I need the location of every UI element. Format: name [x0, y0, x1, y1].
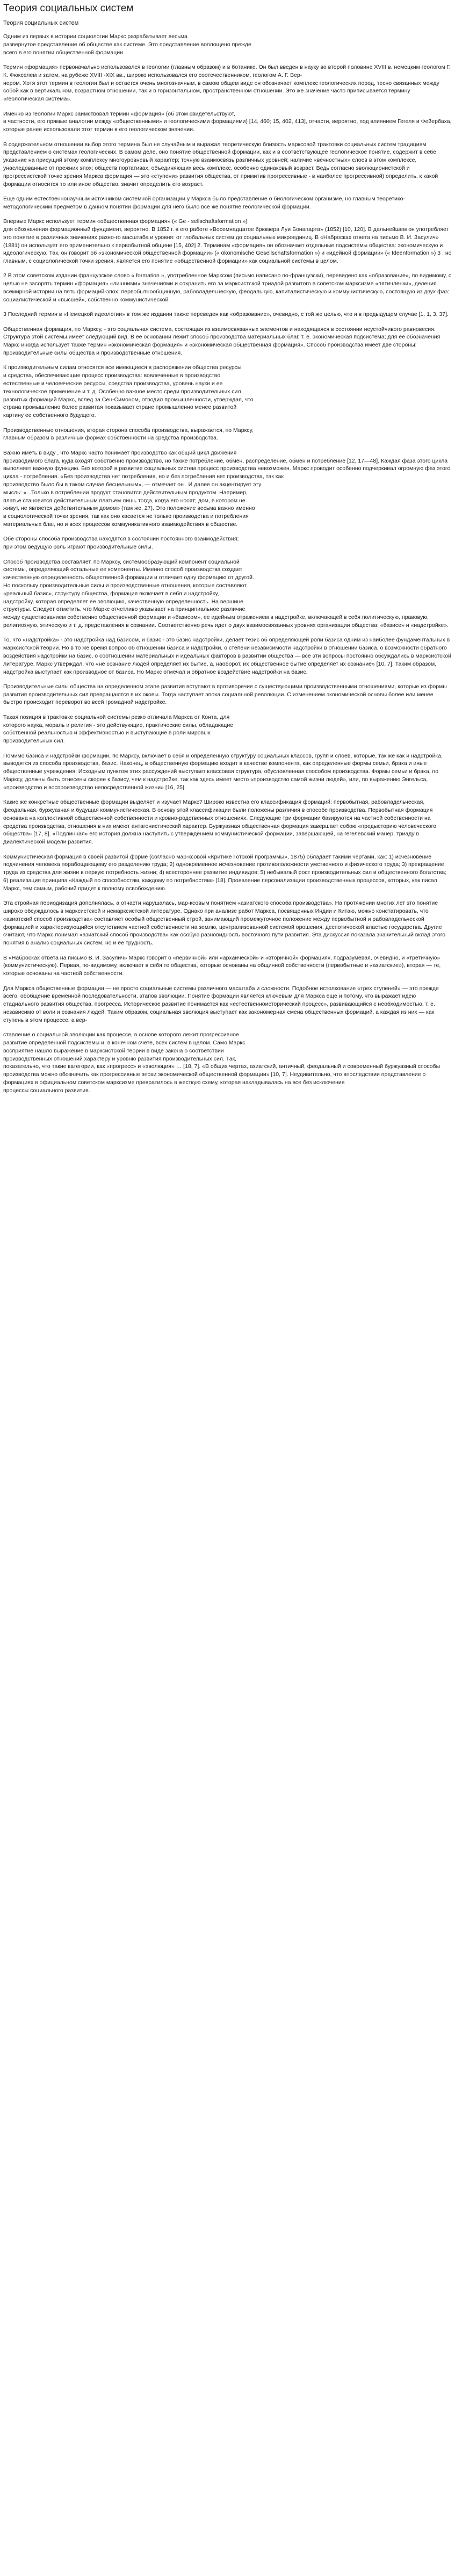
paragraph: Производительные силы общества на определенном этапе развития вступают в противоречие с существующими производственными отношениями, которые из формы развития производительных сил превращаются в их оковы. Тогда наступает эпоха социальной революции. С изменением экономической основы более или менее быстро происходит переворот во всей громадной надстройке. — [3, 683, 447, 706]
paragraph: Обе стороны способа производства находятся в состоянии постоянного взаимодействия; при этом ведущую роль играют производительные силы. — [3, 536, 239, 551]
paragraph: Коммунистическая формация в своей развитой форме (согласно мар-ксовой «Критике Готской программы», 1875) обладает такими чертами, как: 1) исчезновение подчинения человека порабощающему его разделению труда; 2) одновременное исчезновение противоположности умственного и физического труда; 3) превращение труда из средства для жизни в первую потребность жизни; 4) всестороннее развитие индивидов; 5) небывалый рост производительных сил и общественного богатства; 6) реализация принципа «Каждый по способностям, каждому по потребностям» [18]. Проявление персонализации производственных процессов, которых, как писал Маркс, тем самым, рабочий придет к полному освобождению. — [3, 853, 447, 892]
paragraph: Общественная формация, по Марксу, - это социальная система, состоящая из взаимосвязанных элементов и находящаяся в состоянии неустойчивого равновесия. Структура этой системы имеет следующий вид. В ее основании лежит способ производства материальных благ, т. е. экономическая подсистема; для ее обозначения Маркс иногда использует также термин «экономическая формация» и «экономическая общественная формация». Способ производства имеет две стороны: производительные силы общества и производственные отношения. — [3, 326, 440, 357]
article-body — [3, 33, 452, 1095]
paragraph: Эта стройная периодизация дополнялась, а отчасти нарушалась, мар-ксовым понятием «азиатского способа производства». На протяжении многих лет это понятие широко обсуждалось в марксистской и немарксистской литературе. Однако при анализе работ Маркса, посвященных Индии и Китаю, можно констатировать, что «азиатский способ производства» составляет особый общественный строй, занимающий промежуточное положение между первобытной и рабовладельческой формацией и характеризующийся отсутствием частной собственности на землю, централизованной системой орошения, деспотической властью государства. Другие считают, что Маркс понимал «азиатский способ производства» как особую разновидность восточного пути развития. Эта дискуссия показала значительный вклад этого понятия в анализ социальных систем, но и ее трудность. — [3, 900, 446, 947]
footnote: 3 Последний термин в «Немецкой идеологии» в том же издании также переведен как «образование», очевидно, с той же целью, что и в предыдущем случае [1, 1, 3, 37]. — [3, 311, 449, 318]
paragraph: Для Маркса общественные формации — не просто социальные системы различного масштаба и сложности. Подобное истолкование «трех ступеней» — это прежде всего, обобщение временной последовательности, этапов эволюции. Понятие формации является ключевым для Маркса еще и потому, что выражает идею стадиального развития общества, прогресса. Историческое развитие понимается как «естественноисторический процесс», развивающийся с необходимостью, т. е. независимо от воли и сознания людей. Таким образом, социальная эволюция выступает как закономерная смена общественных формаций, а каждая из них — как ступень в этом процессе, а вер- — [3, 985, 439, 1023]
paragraph: В «Набросках ответа на письмо В. И. Засулич» Маркс говорит о «первичной» или «архаической» и «вторичной» формациях, подразумевая, очевидно, и «третичную» (коммунистическую). Первая, по-видимому, включает в себя те общества, которые основаны на общинной собственности (первобытные и «азиатские»), вторая — те, которые основаны на частной собственности. — [3, 954, 441, 977]
footnote: 2 В этом советском издании французское слово « formation », употребленное Марксом (письмо написано по-французски), переведено как «образование», по видимому, с целью не засорять термин «формация» «лишними» значениями и сохранить его за марксистской триадой развитого в советском марксизме «пятичленки», деления всемирной истории на пять формаций-эпох: первобытнообщинную, рабовладельческую, феодальную, капиталистическую и коммунистическую, состоящую из двух фаз: социалистической и «высшей», собственно коммунистической. — [3, 272, 452, 303]
paragraph: Производственные отношения, вторая сторона способа производства, выражается, по Марксу, главным образом в различных формах собственности на средства производства. — [3, 427, 254, 442]
paragraph: Впервые Маркс использует термин «общественная формация» (« Ge - sellschaftsformation ») для обозначения формационный фундамент, вероятно. В 1852 г. в его работе «Восемнадцатое брюмера Луи Бонапарта» (1852) [10, 120]. В дальнейшем он употребляет это понятие в различных значениях разно-го масштаба и уровня: от глобальных систем до социальных микроединиц. В «Набросках ответа на письмо В. И. Засулич» (1881) он использует его применительно к первобытной общине [15, 402] 2. Терминам «формация» он обозначает отдельные подсистемы общества: экономическую и идеологическую. Так, он говорит об «экономической общественной формации» (« ökonomische Gesellschaftsformation ») и «идейной формации» (« Ideenformation ») 3 , но главным, с социологической точки зрения, является его понятие «общественной формации» как социальной системы в целом. — [3, 218, 452, 265]
paragraph: К производительным силам относятся все имеющиеся в распоряжении общества ресурсы и средства, обеспечивающие процесс производства: вовлеченные в производство естественные и человеческие ресурсы, средства производства, уровень науки и ее технологическое применение и т. д. Особенно важное место среди производительных сил развитых формаций Маркс, вслед за Сен-Симоном, отводил промышленности, утверждая, что страна промышленно более развитая показывает стране промышленно менее развитой картину ее собственного будущего. — [3, 364, 254, 419]
paragraph: В содержательном отношении выбор этого термина был не случайным и выражал теоретическую близость марксовой трактовки социальных систем традициям представлением о системах геологических. В самом деле, оно понятие общественной формации, как и в соответствующее геологическое понятие, содержит в себе указание на присущий этому комплексу многоуровневый характер; точную взаимосвязь различных уровней; наличие «вечностных» слоев в этом комплексе, унаследованные от прежних эпох; обществ портативах, объединяющих весь комплекс, особенно одинаковый возраст. Ведь согласно эволюционистской и прогрессистской точке зрения Маркса формация — это «ступени» развития общества, от примитив прогрессивные - в наиболее прогрессивной) определить, к какой формации относится то или иное общество, значит определить его возраст. — [3, 141, 438, 187]
page-title: Теория социальных систем — [3, 3, 134, 14]
paragraph: Именно из геологии Маркс заимствовал термин «формация» (об этом свидетельствуют, в частности, его прямые аналогии между «общественными» и геологическими формациями) [14, 460; 15, 402, 413], отчасти, вероятно, под влиянием Гегеля и Фейербаха, которые ранее использовали этот термин в его геологическом значении. — [3, 110, 452, 133]
paragraph: Такая позиция в трактовке социальной системы резко отличала Маркса от Конта, для которого наука, мораль и религия - это действующие, практические силы, обладающие собственной реальностью и эффективностью и выступающие в роли мировых производительных сил. — [3, 713, 234, 745]
breadcrumb-title: Теория социальных систем — [3, 20, 79, 26]
paragraph: Еще одним естественнонаучным источником системной организации у Маркса было представление о биологическом организме, но главным теоретико-методологическим предметом в данном понятии формации для него было все же понятие геологической формации. — [3, 195, 405, 210]
paragraph: Способ производства составляет, по Марксу, системообразующий компонент социальной системы, определяющий остальные ее компоненты. Именно способ производства создает качественную определенность общественной формации и отличает одну формацию от другой. Но поскольку производительные силы и производственные отношения, которые составляют «реальный базис», структуру общества, формация включает в себя и надстройку, надстройку, которая определяет ее эволюцию, качественную определенность. На вершине структуры. Следует отметить, что Маркс отчетливо указывает на принципиальное различие между существованием собственно общественной формации и «базисом», ее идейным отражением в надстройке, включающей в себя политическую, правовую, религиозную, этическую и т. д. представления в сознании. Соответственно речь идет о двух взаимосвязанных уровнях организации общества: «базисе» и «надстройке». — [3, 558, 449, 629]
paragraph: Важно иметь в виду , что Маркс часто понимает производство как общий цикл движения производимого блага, куда входят собственно производство, но также потребление, обмен, распределение, обмен и потребление [12, 17—48]. Каждая фаза этого цикла выполняет важную функцию. Без которой в развитие социальных систем процесс производства невозможен. Маркс проводит особенно подчеркивал огромную фаз этого цикла - потребления. «Без производства нет потребления, но и без потребления нет производства, так как производство было бы в таком случае бесцельным», — отмечает он . И далее он акцентирует эту мысль: «...Только в потреблении продукт становится действительным продуктом. Например, платье становится действительным платьем лишь тогда, когда его носят; дом, в котором не живут, не является действительным домом» (там же, 27). Это положение весьма важно именно в социологической точки зрения, так как оно касается не только производства и потребления материальных благ, но и всех процессов коммуникативного взаимодействия в обществе. — [3, 449, 451, 528]
paragraph: Одним из первых в истории социологии Маркс разрабатывает весьма развернутое представление об обществе как системе. Это представление воплощено прежде всего в его понятии общественной формации. — [3, 33, 251, 56]
paragraph: Какие же конкретные общественные формации выделяет и изучает Маркс? Широко известна его классификация формаций: первобытная, рабовладельческая, феодальная, буржуазная и будущая коммунистическая. В основу этой классификации были положены различия в способе производства. Первобытная формация основана на коллективной общественной собственности и кровно-родственных отношениях. Следующие три формации базируются на частной собственности на средства производства, отношения в них имеют антагонистический характер. Буржуазная общественная формация завершает собою «предысторию человеческого общества» [17, 8]. «Подлинная» его история должна наступить с утверждением коммунистической формации, завершающей, на гегелевский манер, триаду в диалектической модели развития. — [3, 799, 437, 846]
paragraph: Термин «формация» первоначально использовался в геологии (главным образом) и в ботанике. Он был введен в науку во второй половине XVIII в. немецким геологом Г. К. Фюкселем и затем, на рубеже XVIII -XIX вв., широко использовался его соотечественником, геологом А. Г. Вер- нером. Хотя этот термин в геологии был и остается очень многозначным, в самом общем виде он обозначает комплекс геологических пород, тесно связанных между собой как в вертикальном, возрастном отношении, так и в горизонтальном, пространственном отношении. Это же значение часто приписывается термину «геологическая система». — [3, 63, 451, 103]
paragraph: То, что «надстройка» - это надстройка над базисом, и базис - это базис надстройки, делает тезис об определяющей роли базиса одним из наиболее фундаментальных в марксистской теории. Но в то же время вопрос об отношении базиса и надстройки, о степени независимости надстройки в отношении базиса, о возможности обратного воздействия надстройки на базис, о соотношении материальных и идеальных факторов в развитии общества — все эти вопросы постоянно обсуждались в марксистской литературе. Маркс утверждал, что «не сознание людей определяет их бытие, а, наоборот, их общественное бытие определяет их сознание» [10, 7]. Таким образом, надстройка выступает как производное от базиса. Но Маркс отмечал и обратное воздействие надстройки на базис. — [3, 637, 451, 675]
paragraph: Помимо базиса и надстройки формации, по Марксу, включает в себя и определенную структуру социальных классов, групп и слоев, которые, так же как и надстройка, выводятся из способа производства, базис. Наконец, в общественную формацию входит в качестве компонента, как определенные формы семьи, брака и иные общественные учреждения. Исходным пунктом этих рассуждений выступает классовая структура, обусловленная способом производства. Формы семьи и брака, по Марксу, должны быть отнесены скорее к базису, чем к надстройке, так как здесь имеет место «производство самой жизни людей», или, по выражению Энгельса, «производство и воспроизводство непосредственной жизни» [16, 25]. — [3, 752, 443, 791]
paragraph: ставление о социальной эволюции как процессе, в основе которого лежит прогрессивное развитие определенной подсистемы и, в конечном счете, всех систем в целом. Само Маркс восприятие нашло выражение в марксистской теории в виде закона о соответствии производственных отношений характеру и уровню развития производительных сил. Так, показательно, что такие категории, как «прогресс» и «эволюция» … [18, 7]. «В общих чертах, азиатский, античный, феодальный и современный буржуазный способы производства можно обозначить как прогрессивные эпохи экономической общественной формации» [10, 7]. Неудивительно, что впоследствии представление о формациях в официальном советском марксизме превратилось в жесткую схему, которая накладывалась на все без исключения процессы социального развития. — [3, 1031, 440, 1094]
